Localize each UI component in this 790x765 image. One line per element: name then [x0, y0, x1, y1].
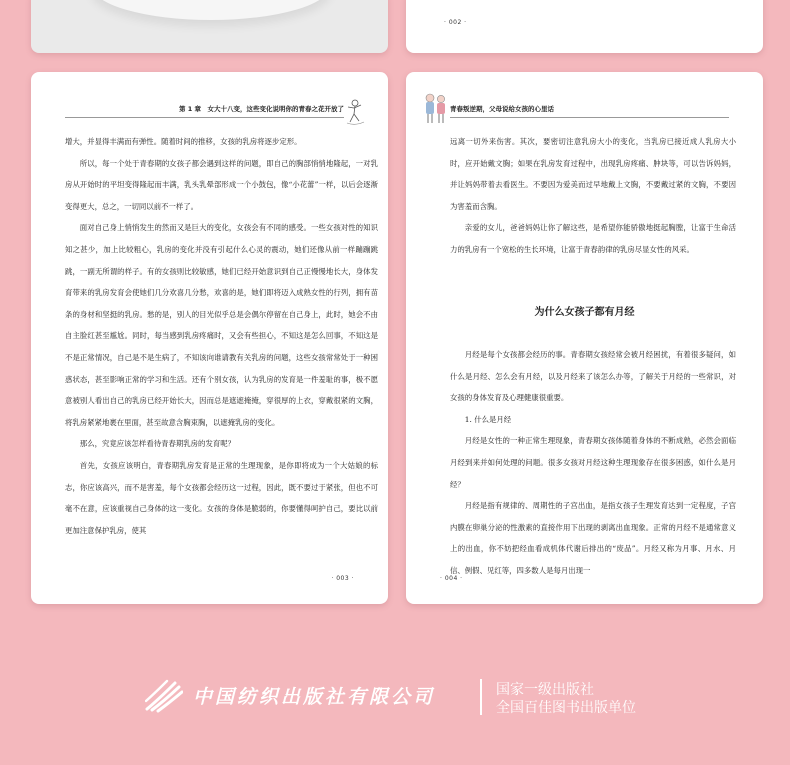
parents-figure-icon: [422, 92, 448, 124]
footer-divider: [480, 679, 482, 715]
product-plate-image: [91, 0, 331, 20]
running-head: 青春叛逆期，父母说给女孩的心里话: [450, 105, 554, 113]
paragraph: 1. 什么是月经: [464, 414, 512, 424]
paragraph: 面对自己身上悄悄发生的然而又是巨大的变化，女孩会有不同的感受。一些女孩对性的知识知之甚少，加上比较粗心，乳房的变化并没有引起什么心灵的震动，她们还像从前一样蹦蹦跳跳，一副无所谓的样子。有的女孩则比较敏感，她们已经开始意识到自己正慢慢地长大，身体发育带来的乳房发育会使她们几分欢喜几分愁，欢喜的是，她们即将迈入成熟女性的行列，拥有苗条的身材和坚挺的乳房。愁的是，别人的目光似乎总是会偶尔停留在自己身上，此时，她会不由自主脸红甚至尴尬。同时，每当感到乳房疼痛时，又会有些担心，不知这是怎么回事，不知这是不是正常情况，自己是不是生病了，不知该向谁请教有关乳房的问题，这些女孩常常处于一种困惑状态，甚至影响正常的学习和生活。还有个别女孩，认为乳房的发育是一件羞耻的事，极不愿意被别人看出自己的乳房已经开始长大，因而总是遮遮掩掩，穿很厚的上衣，穿戴很紧的文胸，将乳房紧紧地裹在里面，甚至故意含胸束胸，以遮掩乳房的变化。: [65, 223, 378, 427]
header-rule: [65, 117, 344, 118]
paragraph: 所以，每一个处于青春期的女孩子都会遇到这样的问题，即自己的胸部悄悄地隆起，一对乳房从开始时的平坦变得隆起而丰满，乳头乳晕部形成一个小鼓包，像“小花蕾”一样，以后会逐渐变得更大，总之，一切同以前不一样了。: [65, 158, 378, 211]
section-title: 为什么女孩子都有月经: [534, 307, 635, 318]
page-body-top: [450, 131, 736, 261]
page-number: · 003 ·: [331, 575, 354, 582]
publisher-logo: [145, 677, 485, 717]
paragraph: 增大，并显得丰满而有弹性。随着时间的推移，女孩的乳房将逐步定形。: [65, 137, 302, 146]
previous-image-card: [31, 0, 388, 53]
paragraph: 亲爱的女儿，爸爸妈妈让你了解这些，是希望你能骄傲地挺起胸膛，让富于生命活力的乳房有一个宽松的生长环境，让富于青春韵律的乳房尽显女性的风采。: [450, 223, 736, 254]
page-body: [65, 131, 378, 541]
paragraph: 那么，究竟应该怎样看待青春期乳房的发育呢？: [79, 439, 236, 449]
page-number: · 002 ·: [444, 19, 467, 26]
publisher-tagline-1: 国家一级出版社: [496, 682, 594, 698]
running-head: 第 1 章 女大十八变，这些变化说明你的青春之花开放了: [178, 105, 344, 113]
girl-figure-icon: [344, 98, 366, 126]
paragraph: 首先，女孩应该明白，青春期乳房发育是正常的生理现象，是你即将成为一个大姑娘的标志，你应该高兴，而不是害羞，每个女孩都会经历这一过程，因此，既不要过于紧张，但也不可毫不在意，应该重视自己身体的这一变化。女孩的身体是脆弱的，你要懂得呵护自己，要比以前更加注意保护乳房，使其: [65, 460, 378, 535]
page-number: · 004 ·: [440, 575, 463, 582]
book-page-004: [406, 72, 763, 604]
page-body-bottom: [450, 344, 736, 582]
paragraph: 月经是指有规律的、周期性的子宫出血，是指女孩子生理发育达到一定程度，子宫内膜在卵巢分泌的性激素的直接作用下出现的剥离出血现象。正常的月经不是通常意义上的出血，你不妨把经血看成机体代谢后排出的“废品”。月经又称为月事、月水、月信、例假、见红等，四多数人是每月出现一: [450, 501, 736, 575]
publisher-tagline-2: 全国百佳图书出版单位: [496, 700, 636, 716]
paragraph: 月经是每个女孩都会经历的事。青春期女孩经常会被月经困扰，有着很多疑问，如什么是月经、怎么会有月经，以及月经来了该怎么办等，了解关于月经的一些常识，对女孩的身体发育及心理健康很重要。: [450, 350, 736, 403]
header-rule: [450, 117, 729, 118]
paragraph: 月经是女性的一种正常生理现象，青春期女孩体随着身体的不断成熟，必然会面临月经到来并如何处理的问题。很多女孩对月经这种生理现象存在很多困惑，如什么是月经？: [450, 436, 736, 489]
paragraph: 远离一切外来伤害。其次，要密切注意乳房大小的变化，当乳房已接近成人乳房大小时，应开始戴文胸；如果在乳房发育过程中，出现乳房疼痛、肿块等，可以告诉妈妈，并让妈妈带着去看医生。不要因为爱美而过早地戴上文胸，不要戴过紧的文胸，不要因为害羞而含胸。: [450, 137, 736, 211]
publisher-name: 中国纺织出版社有限公司: [193, 686, 436, 708]
publisher-emblem-icon: [145, 679, 183, 713]
book-page-003: [31, 72, 388, 604]
previous-page-card: [406, 0, 763, 53]
